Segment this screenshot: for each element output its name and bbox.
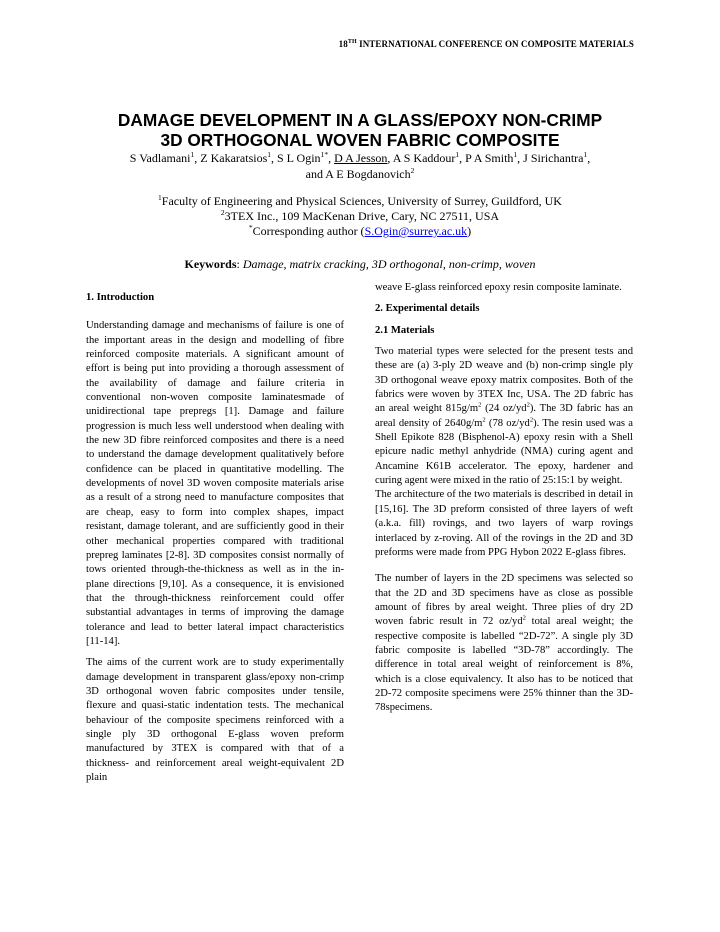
- left-column: [86, 281, 344, 785]
- email-link[interactable]: S.Ogin@surrey.ac.uk: [364, 224, 468, 238]
- affiliations: [90, 194, 630, 239]
- corresponding-author: *Corresponding author (S.Ogin@surrey.ac.uk): [248, 223, 472, 238]
- section-heading-introduction: 1. Introduction: [86, 292, 155, 303]
- keywords-label: Keywords: [184, 257, 237, 271]
- author-underlined: D A Jesson: [334, 151, 388, 165]
- keywords: Keywords: Damage, matrix cracking, 3D orthogonal, non-crimp, woven: [184, 257, 536, 271]
- section-heading-experimental: 2. Experimental details: [375, 303, 480, 315]
- title-line-1: DAMAGE DEVELOPMENT IN A GLASS/EPOXY NON-CRIMP: [117, 110, 603, 130]
- materials-paragraph-2: The architecture of the two materials is described in detail in [15,16]. The 3D preform consisted of three layers of weft (a.k.a. fill) rovings, and two layers of warp rovings interlaced by z-roving. All of the rovings in the 2D and 3D preforms were made from PPG Hybon 2022 E-glass fibres.: [375, 489, 633, 558]
- author: S L Ogin$^{1*}$: [277, 150, 329, 165]
- paper-title: [80, 110, 640, 150]
- author: Z Kakaratsios$^1$: [200, 150, 271, 165]
- keywords-text: Damage, matrix cracking, 3D orthogonal, non-crimp, woven: [242, 257, 536, 271]
- intro-paragraph-2: The aims of the current work are to study experimentally damage development in transparent glass/epoxy non-crimp 3D orthogonal woven fabric composites under tensile, flexure and quasi-static indentation tests. The mechanical behaviour of the composite specimens reinforced with a single ply 3D orthogonal E-glass woven preform manufactured by 3TEX is compared with that of a thickness- and reinforcement areal weight-equivalent 2D plain: [86, 657, 344, 783]
- author-list: S Vadlamani$^1$, Z Kakaratsios$^1$, S L Ogin$^{1*}$, D A Jesson, A S Kaddour$^1$, P A Smith$^1$, J Sirichantra$^1$, and A E Bogdanovich$^2$: [129, 150, 591, 181]
- running-header: 18TH INTERNATIONAL CONFERENCE ON COMPOSITE MATERIALS: [338, 39, 634, 49]
- author: A S Kaddour$^1$: [392, 150, 460, 165]
- right-column: [375, 281, 633, 716]
- materials-paragraph-3: The number of layers in the 2D specimens was selected so that the 2D and 3D specimens have as close as possible amount of fibres by areal weight. Three plies of dry 2D woven fabric result in 72 $oz/yd^2$ total areal weight; the respective composite is labelled “2D-72”. A single ply 3D fabric composite is labelled “3D-78” accordingly. The difference in total areal weight of reinforcement is 8%, which is a close equivalency. It also has to be noticed that 2D-72 composite specimens were 25% thinner than the 3D-78specimens.: [375, 573, 634, 714]
- title-line-2: 3D ORTHOGONAL WOVEN FABRIC COMPOSITE: [160, 130, 560, 150]
- affiliation-2: $^2$3TEX Inc., 109 MacKenan Drive, Cary, NC 27511, USA: [220, 208, 500, 223]
- author: S Vadlamani$^1$: [129, 150, 195, 165]
- author: A E Bogdanovich$^2$: [325, 165, 415, 181]
- materials-paragraph-1: Two material types were selected for the present tests and these are (a) 3-ply 2D weave and (b) non-crimp single ply 3D orthogonal weave epoxy matrix composites. Both of the fabrics were woven by 3TEX Inc, USA. The 2D fabric has an areal weight $815g/m^2$ (24 $oz/yd^2$). The 3D fabric has an areal density of $2640g/m^2$ (78 $oz/yd^2$). The resin used was a Shell Epikote 828 (Bisphenol-A) epoxy resin with a Shell epicure nadic methyl anhydride (NMA) curing agent and Ancamine K61B accelerator. The epoxy, hardener and curing agent were mixed in the ratio of 25:15:1 by weight.: [375, 346, 633, 487]
- author: J Sirichantra$^1$: [523, 150, 588, 165]
- affiliation-1: $^1$Faculty of Engineering and Physical Sciences, University of Surrey, Guildford, UK: [158, 193, 562, 208]
- continuation-paragraph: weave E-glass reinforced epoxy resin composite laminate.: [375, 282, 622, 293]
- intro-paragraph-1: Understanding damage and mechanisms of failure is one of the important areas in the design and modelling of fibre reinforced composite materials. A significant amount of effort is being put into providing a thorough assessment of the availability of damage and failure criteria in conventional non-woven composite laminatesmade of unidirectional tape prepregs [1]. Damage and failure progression is much less well understood when dealing with the new 3D fibre reinforced composites and there is a need to understand the damage development qualitatively before confidence can be placed in quantitative modelling. The developments of novel 3D woven composite materials arise as a result of a strong need to manufacture composites that are cheap, easy to form into complex shapes, impact resistant, damage tolerant, and are sufficiently good in their other mechanical properties compared with traditional prepreg laminates [2-8]. 3D composites consist normally of tows oriented through-the-thickness as well as in the in-plane directions [9,10]. As a consequence, it is envisioned that the through-thickness reinforcement could offer substantial advantages in terms of improving the damage tolerance and lead to better lateral impact characteristics [11-14].: [86, 320, 344, 647]
- subsection-heading-materials: 2.1 Materials: [375, 324, 435, 336]
- author: P A Smith$^1$: [465, 150, 518, 165]
